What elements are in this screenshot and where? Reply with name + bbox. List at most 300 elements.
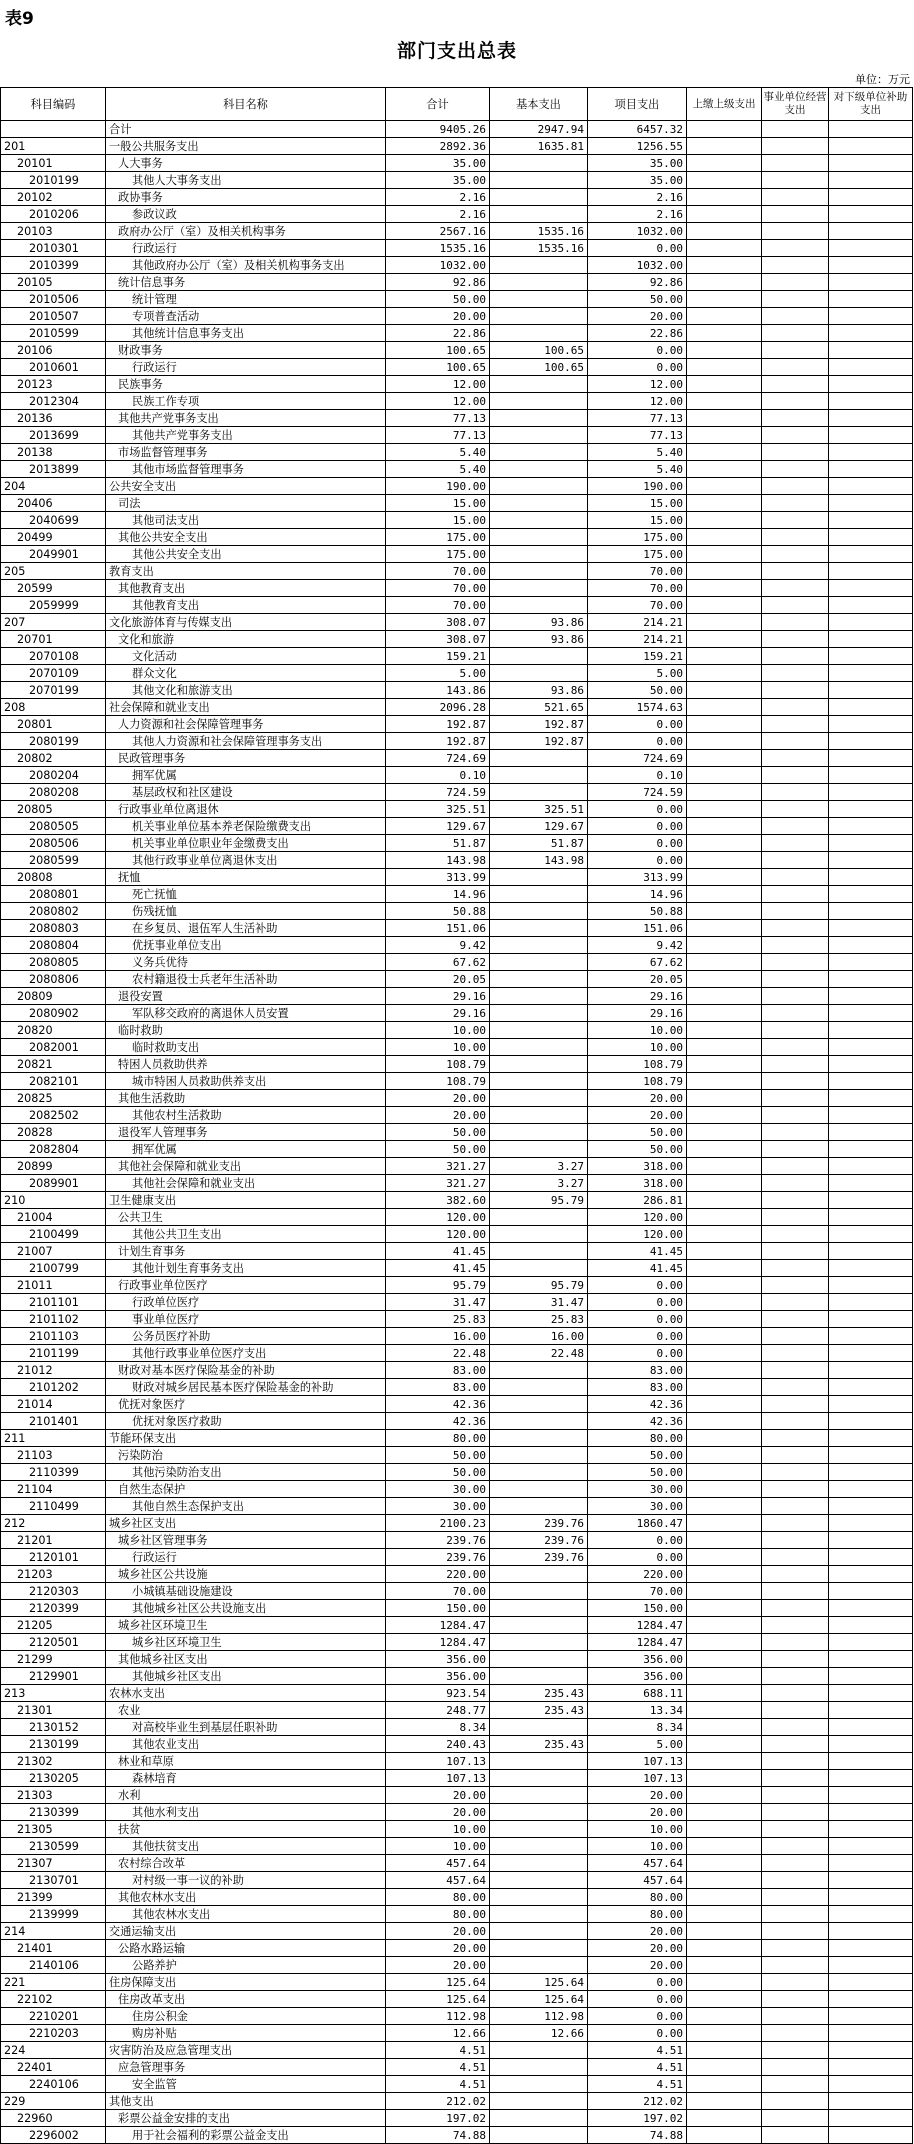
cell-value [829, 1430, 913, 1447]
cell-value: 112.98 [490, 2008, 588, 2025]
cell-value [687, 1464, 762, 1481]
cell-value: 80.00 [386, 1430, 490, 1447]
cell-value: 107.13 [588, 1770, 687, 1787]
cell-value [829, 1158, 913, 1175]
cell-code: 20828 [1, 1124, 106, 1141]
cell-name: 民族事务 [106, 376, 386, 393]
cell-name: 其他政府办公厅（室）及相关机构事务支出 [106, 257, 386, 274]
cell-value: 382.60 [386, 1192, 490, 1209]
cell-value: 0.00 [588, 1991, 687, 2008]
cell-name: 行政运行 [106, 1549, 386, 1566]
table-row [1, 1107, 913, 1124]
cell-value: 0.00 [588, 1328, 687, 1345]
cell-value: 42.36 [588, 1413, 687, 1430]
cell-name: 其他教育支出 [106, 580, 386, 597]
cell-name: 其他扶贫支出 [106, 1838, 386, 1855]
cell-value [687, 954, 762, 971]
table-row [1, 1549, 913, 1566]
cell-value [687, 1651, 762, 1668]
cell-value [687, 1481, 762, 1498]
cell-value [687, 1719, 762, 1736]
cell-value: 125.64 [490, 1974, 588, 1991]
cell-value [762, 342, 829, 359]
cell-value [490, 869, 588, 886]
cell-code: 2080505 [1, 818, 106, 835]
table-row [1, 971, 913, 988]
cell-value: 175.00 [588, 529, 687, 546]
cell-value [762, 2008, 829, 2025]
cell-value [687, 342, 762, 359]
table-row [1, 1855, 913, 1872]
cell-value [490, 1498, 588, 1515]
cell-value: 95.79 [490, 1277, 588, 1294]
cell-value [762, 223, 829, 240]
cell-code: 20499 [1, 529, 106, 546]
cell-code: 2101101 [1, 1294, 106, 1311]
cell-code: 2110499 [1, 1498, 106, 1515]
cell-value [829, 971, 913, 988]
cell-name: 一般公共服务支出 [106, 138, 386, 155]
cell-name: 森林培育 [106, 1770, 386, 1787]
cell-value [687, 1770, 762, 1787]
cell-value: 15.00 [588, 495, 687, 512]
cell-value: 30.00 [588, 1498, 687, 1515]
cell-code: 2080902 [1, 1005, 106, 1022]
cell-value [762, 2042, 829, 2059]
cell-value: 190.00 [588, 478, 687, 495]
cell-name: 其他公共安全支出 [106, 529, 386, 546]
cell-value [762, 937, 829, 954]
cell-value [829, 1668, 913, 1685]
cell-value [829, 1141, 913, 1158]
cell-value [687, 1974, 762, 1991]
cell-code: 211 [1, 1430, 106, 1447]
cell-name: 小城镇基础设施建设 [106, 1583, 386, 1600]
cell-value [490, 427, 588, 444]
table-row [1, 444, 913, 461]
header-total: 合计 [386, 88, 490, 121]
cell-value [687, 1345, 762, 1362]
cell-value [687, 240, 762, 257]
cell-value [687, 784, 762, 801]
cell-value [762, 138, 829, 155]
cell-code: 2130205 [1, 1770, 106, 1787]
cell-value [829, 750, 913, 767]
cell-code: 2010506 [1, 291, 106, 308]
cell-value [490, 1362, 588, 1379]
cell-value [829, 580, 913, 597]
cell-value [762, 410, 829, 427]
cell-value: 325.51 [490, 801, 588, 818]
cell-value [762, 1753, 829, 1770]
cell-value [490, 1668, 588, 1685]
cell-value [490, 1413, 588, 1430]
cell-value: 14.96 [588, 886, 687, 903]
cell-value: 175.00 [386, 529, 490, 546]
table-row [1, 886, 913, 903]
cell-code: 2101103 [1, 1328, 106, 1345]
cell-value: 212.02 [588, 2093, 687, 2110]
table-row [1, 648, 913, 665]
cell-name: 其他计划生育事务支出 [106, 1260, 386, 1277]
cell-value: 25.83 [386, 1311, 490, 1328]
cell-value: 10.00 [386, 1838, 490, 1855]
cell-value [762, 1906, 829, 1923]
cell-value [490, 784, 588, 801]
cell-code: 2080803 [1, 920, 106, 937]
cell-value [762, 682, 829, 699]
cell-value [490, 325, 588, 342]
cell-value [829, 937, 913, 954]
cell-code: 210 [1, 1192, 106, 1209]
cell-value [687, 546, 762, 563]
cell-value [687, 1124, 762, 1141]
cell-name: 其他市场监督管理事务 [106, 461, 386, 478]
cell-value [490, 1600, 588, 1617]
cell-value [762, 529, 829, 546]
table-row [1, 308, 913, 325]
cell-value [687, 1583, 762, 1600]
cell-value [829, 2076, 913, 2093]
cell-value: 159.21 [588, 648, 687, 665]
cell-value [829, 478, 913, 495]
cell-name: 在乡复员、退伍军人生活补助 [106, 920, 386, 937]
cell-code: 207 [1, 614, 106, 631]
cell-value [762, 1923, 829, 1940]
table-row [1, 1073, 913, 1090]
cell-value [829, 699, 913, 716]
cell-value: 50.00 [588, 682, 687, 699]
cell-value: 100.65 [490, 342, 588, 359]
cell-value [687, 1668, 762, 1685]
cell-name: 农村籍退役士兵老年生活补助 [106, 971, 386, 988]
cell-code: 2110399 [1, 1464, 106, 1481]
cell-value [762, 1872, 829, 1889]
cell-value: 41.45 [386, 1243, 490, 1260]
cell-value [762, 1447, 829, 1464]
cell-value [490, 1379, 588, 1396]
cell-value [687, 461, 762, 478]
cell-value: 50.00 [588, 291, 687, 308]
cell-name: 其他共产党事务支出 [106, 427, 386, 444]
cell-value [687, 1379, 762, 1396]
cell-code: 2129901 [1, 1668, 106, 1685]
cell-code: 2101202 [1, 1379, 106, 1396]
cell-value: 80.00 [588, 1906, 687, 1923]
cell-value: 10.00 [386, 1022, 490, 1039]
cell-value [829, 427, 913, 444]
cell-value [687, 1430, 762, 1447]
table-row [1, 937, 913, 954]
cell-value [829, 2025, 913, 2042]
cell-value [829, 1940, 913, 1957]
cell-name: 财政对城乡居民基本医疗保险基金的补助 [106, 1379, 386, 1396]
table-row [1, 1447, 913, 1464]
cell-value: 248.77 [386, 1702, 490, 1719]
cell-name: 机关事业单位职业年金缴费支出 [106, 835, 386, 852]
cell-code: 21011 [1, 1277, 106, 1294]
cell-value [829, 1787, 913, 1804]
cell-value [829, 1566, 913, 1583]
cell-code: 2010599 [1, 325, 106, 342]
cell-value [687, 1311, 762, 1328]
cell-value [687, 1957, 762, 1974]
cell-value: 125.64 [386, 1974, 490, 1991]
cell-value: 29.16 [588, 988, 687, 1005]
cell-value: 50.00 [386, 1124, 490, 1141]
cell-value: 521.65 [490, 699, 588, 716]
cell-value [490, 563, 588, 580]
table-row [1, 1022, 913, 1039]
cell-value: 0.00 [588, 2025, 687, 2042]
table-row [1, 699, 913, 716]
cell-value: 2.16 [386, 189, 490, 206]
table-row [1, 1974, 913, 1991]
table-row [1, 954, 913, 971]
cell-value [762, 1158, 829, 1175]
cell-code: 20801 [1, 716, 106, 733]
cell-code: 20406 [1, 495, 106, 512]
cell-name: 城乡社区支出 [106, 1515, 386, 1532]
cell-value [829, 1243, 913, 1260]
cell-value [762, 1770, 829, 1787]
cell-code: 2013699 [1, 427, 106, 444]
cell-value [490, 1906, 588, 1923]
cell-value: 41.45 [386, 1260, 490, 1277]
cell-value [490, 444, 588, 461]
cell-value: 12.00 [386, 376, 490, 393]
cell-name: 统计管理 [106, 291, 386, 308]
header-project: 项目支出 [588, 88, 687, 121]
table-row [1, 580, 913, 597]
cell-code: 2010601 [1, 359, 106, 376]
cell-value: 192.87 [490, 733, 588, 750]
cell-name: 行政运行 [106, 240, 386, 257]
cell-value [829, 1260, 913, 1277]
cell-value: 4.51 [386, 2042, 490, 2059]
cell-value: 20.00 [588, 1090, 687, 1107]
cell-code: 21203 [1, 1566, 106, 1583]
table-row [1, 1158, 913, 1175]
table-row [1, 614, 913, 631]
cell-value: 12.00 [588, 393, 687, 410]
cell-name: 合计 [106, 121, 386, 138]
cell-value [762, 852, 829, 869]
cell-value: 175.00 [386, 546, 490, 563]
table-row [1, 478, 913, 495]
cell-value: 1032.00 [588, 257, 687, 274]
cell-value: 2096.28 [386, 699, 490, 716]
cell-value [762, 1175, 829, 1192]
cell-value: 9.42 [386, 937, 490, 954]
cell-name: 城乡社区公共设施 [106, 1566, 386, 1583]
cell-value: 20.00 [386, 1923, 490, 1940]
cell-value [829, 1855, 913, 1872]
cell-value [762, 2076, 829, 2093]
cell-value: 1284.47 [588, 1617, 687, 1634]
cell-value [687, 937, 762, 954]
cell-value [490, 1430, 588, 1447]
cell-value [829, 376, 913, 393]
cell-value: 67.62 [386, 954, 490, 971]
cell-value [490, 1821, 588, 1838]
cell-name: 其他城乡社区支出 [106, 1668, 386, 1685]
cell-code: 2010199 [1, 172, 106, 189]
cell-value [762, 1719, 829, 1736]
table-row [1, 1787, 913, 1804]
cell-value: 70.00 [386, 563, 490, 580]
cell-value: 14.96 [386, 886, 490, 903]
cell-name: 司法 [106, 495, 386, 512]
cell-value: 0.00 [588, 835, 687, 852]
cell-value [829, 1770, 913, 1787]
cell-value [490, 2076, 588, 2093]
cell-code: 212 [1, 1515, 106, 1532]
cell-code: 20809 [1, 988, 106, 1005]
cell-value [762, 1124, 829, 1141]
cell-value [829, 1294, 913, 1311]
cell-value [490, 1804, 588, 1821]
cell-value [829, 1617, 913, 1634]
cell-value [687, 1685, 762, 1702]
cell-value [829, 1991, 913, 2008]
cell-value: 108.79 [386, 1073, 490, 1090]
cell-value [829, 1396, 913, 1413]
cell-name: 公路水路运输 [106, 1940, 386, 1957]
cell-name: 参政议政 [106, 206, 386, 223]
cell-value: 70.00 [588, 1583, 687, 1600]
cell-value: 50.00 [588, 1141, 687, 1158]
cell-value [762, 427, 829, 444]
cell-value [687, 1039, 762, 1056]
cell-name: 城乡社区管理事务 [106, 1532, 386, 1549]
cell-value [490, 2042, 588, 2059]
cell-value [762, 1498, 829, 1515]
cell-value [687, 1940, 762, 1957]
cell-value [829, 325, 913, 342]
cell-value: 20.00 [386, 1107, 490, 1124]
cell-value [687, 1991, 762, 2008]
cell-value: 192.87 [386, 733, 490, 750]
cell-value [687, 988, 762, 1005]
cell-name: 其他水利支出 [106, 1804, 386, 1821]
cell-value: 100.65 [386, 342, 490, 359]
table-row [1, 1345, 913, 1362]
cell-value: 80.00 [588, 1430, 687, 1447]
cell-value [762, 393, 829, 410]
cell-value: 108.79 [588, 1056, 687, 1073]
cell-value [762, 172, 829, 189]
cell-code: 21305 [1, 1821, 106, 1838]
cell-value [762, 1243, 829, 1260]
cell-value: 51.87 [490, 835, 588, 852]
table-row [1, 1532, 913, 1549]
cell-value: 50.00 [588, 1464, 687, 1481]
cell-value: 923.54 [386, 1685, 490, 1702]
cell-value [687, 291, 762, 308]
cell-value: 239.76 [386, 1549, 490, 1566]
table-row [1, 393, 913, 410]
cell-value [490, 1957, 588, 1974]
table-row [1, 223, 913, 240]
cell-name: 文化和旅游 [106, 631, 386, 648]
cell-name: 节能环保支出 [106, 1430, 386, 1447]
cell-name: 水利 [106, 1787, 386, 1804]
cell-value: 724.59 [588, 784, 687, 801]
cell-value [829, 614, 913, 631]
cell-value: 50.00 [386, 1141, 490, 1158]
cell-name: 公共卫生 [106, 1209, 386, 1226]
cell-value: 2947.94 [490, 121, 588, 138]
cell-value [829, 1600, 913, 1617]
cell-value [687, 1175, 762, 1192]
cell-value [490, 410, 588, 427]
cell-name: 文化活动 [106, 648, 386, 665]
table-row [1, 1311, 913, 1328]
cell-value [687, 716, 762, 733]
cell-value [687, 1736, 762, 1753]
cell-value: 6457.32 [588, 121, 687, 138]
cell-value: 92.86 [588, 274, 687, 291]
cell-name: 其他文化和旅游支出 [106, 682, 386, 699]
cell-value [762, 1940, 829, 1957]
sheet-label: 表9 [5, 9, 34, 29]
cell-value: 29.16 [386, 988, 490, 1005]
cell-value [829, 1753, 913, 1770]
cell-value [687, 597, 762, 614]
cell-value [490, 1940, 588, 1957]
table-row [1, 1192, 913, 1209]
cell-value: 5.40 [588, 444, 687, 461]
cell-value: 3.27 [490, 1175, 588, 1192]
cell-value [687, 1090, 762, 1107]
cell-value: 308.07 [386, 631, 490, 648]
table-row [1, 750, 913, 767]
cell-value [687, 2059, 762, 2076]
cell-value [762, 240, 829, 257]
cell-value [829, 1345, 913, 1362]
cell-value [490, 189, 588, 206]
table-row [1, 1464, 913, 1481]
cell-value [762, 1328, 829, 1345]
cell-name: 其他人大事务支出 [106, 172, 386, 189]
cell-value [829, 172, 913, 189]
cell-code: 21004 [1, 1209, 106, 1226]
cell-value: 0.00 [588, 1549, 687, 1566]
cell-value [490, 376, 588, 393]
cell-value [829, 648, 913, 665]
cell-code: 2080806 [1, 971, 106, 988]
cell-value: 41.45 [588, 1243, 687, 1260]
cell-code: 2070109 [1, 665, 106, 682]
cell-value: 80.00 [386, 1906, 490, 1923]
cell-value [490, 1617, 588, 1634]
cell-code: 21103 [1, 1447, 106, 1464]
cell-name: 扶贫 [106, 1821, 386, 1838]
cell-value [490, 1838, 588, 1855]
cell-value [829, 223, 913, 240]
cell-code: 221 [1, 1974, 106, 1991]
cell-value [687, 121, 762, 138]
cell-value [829, 733, 913, 750]
cell-name: 优抚事业单位支出 [106, 937, 386, 954]
cell-code: 2082101 [1, 1073, 106, 1090]
cell-value: 15.00 [588, 512, 687, 529]
cell-value: 1284.47 [588, 1634, 687, 1651]
cell-code: 2070108 [1, 648, 106, 665]
cell-value [829, 1974, 913, 1991]
table-row [1, 121, 913, 138]
